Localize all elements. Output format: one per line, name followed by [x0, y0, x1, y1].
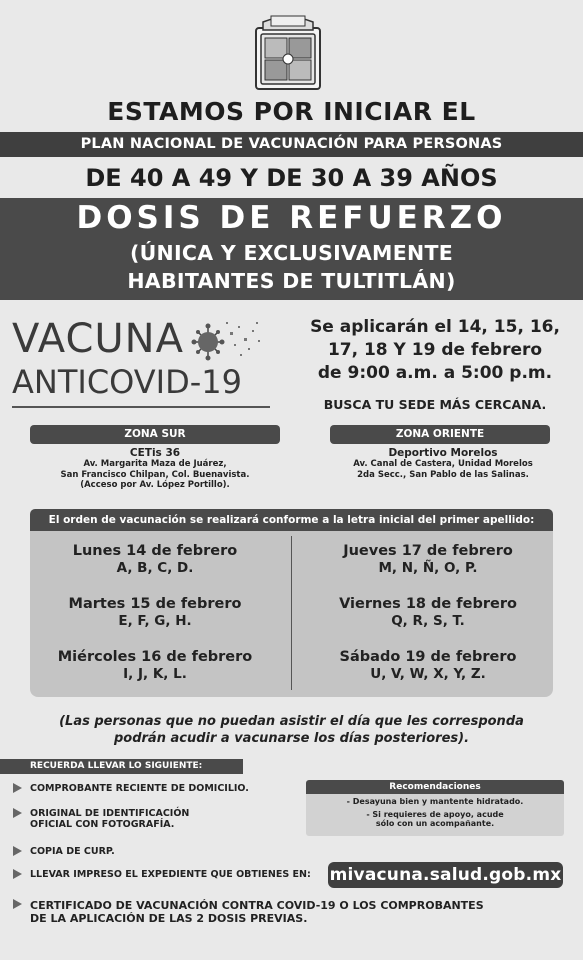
- arrow-bullet-icon: [12, 845, 23, 857]
- day-letters: A, B, C, D.: [116, 560, 194, 576]
- schedule-day: [303, 543, 553, 576]
- schedule-day: [30, 543, 280, 576]
- application-dates: [295, 316, 575, 385]
- plan-banner-text: PLAN NACIONAL DE VACUNACIÓN PARA PERSONAS: [80, 136, 503, 152]
- headline-intro: ESTAMOS POR INICIAR EL: [107, 97, 476, 126]
- oriente-address-line1: Av. Canal de Castera, Unidad Morelos: [353, 459, 533, 469]
- vacuna-title: VACUNA: [12, 316, 184, 362]
- zona-oriente-label: ZONA ORIENTE: [330, 425, 550, 444]
- booster-banner: [0, 198, 583, 300]
- recommendations-header: Recomendaciones: [306, 780, 564, 794]
- day-letters: M, N, Ñ, O, P.: [378, 560, 478, 576]
- booster-title: DOSIS DE REFUERZO: [76, 200, 507, 236]
- zona-oriente-site: [318, 447, 568, 480]
- zona-sur-label: ZONA SUR: [30, 425, 280, 444]
- dates-line2: 17, 18 Y 19 de febrero: [327, 340, 543, 360]
- requirement-line1: CERTIFICADO DE VACUNACIÓN CONTRA COVID-19 O LOS COMPROBANTES: [30, 899, 484, 912]
- zona-sur-site: [30, 447, 280, 491]
- dates-line3: de 9:00 a.m. a 5:00 p.m.: [317, 363, 553, 383]
- schedule-day: [30, 596, 280, 629]
- title-underline: [12, 406, 270, 408]
- schedule-day: [303, 596, 553, 629]
- day-letters: U, V, W, X, Y, Z.: [370, 666, 486, 682]
- requirement-text: LLEVAR IMPRESO EL EXPEDIENTE QUE OBTIENES EN:: [30, 869, 311, 880]
- arrow-bullet-icon: [12, 807, 23, 819]
- requirement-line1: ORIGINAL DE IDENTIFICACIÓN: [30, 808, 190, 819]
- oriente-site-name: Deportivo Morelos: [388, 447, 498, 459]
- day-name: Viernes 18 de febrero: [339, 596, 517, 612]
- order-title-bar: El orden de vacunación se realizará conforme a la letra inicial del primer apellido:: [30, 509, 553, 531]
- recommendation-2a: - Si requieres de apoyo, acude: [366, 810, 504, 819]
- requirement-line2: OFICIAL CON FOTOGRAFÍA.: [30, 819, 175, 830]
- vaccine-url-link[interactable]: mivacuna.salud.gob.mx: [328, 862, 563, 888]
- day-name: Lunes 14 de febrero: [72, 543, 238, 559]
- municipal-crest-icon: [255, 14, 321, 90]
- booster-subtitle-line1: (ÚNICA Y EXCLUSIVAMENTE: [129, 241, 454, 265]
- arrow-bullet-icon: [12, 898, 23, 910]
- arrow-bullet-icon: [12, 782, 23, 794]
- requirement-text: COMPROBANTE RECIENTE DE DOMICILIO.: [30, 783, 249, 794]
- arrow-bullet-icon: [12, 868, 23, 880]
- anticovid-title: ANTICOVID-19: [12, 363, 243, 401]
- bring-items-header: RECUERDA LLEVAR LO SIGUIENTE:: [0, 759, 243, 774]
- coronavirus-icon: [186, 312, 266, 372]
- sur-address-line1: Av. Margarita Maza de Juárez,: [83, 459, 227, 469]
- sur-address-line2: San Francisco Chilpan, Col. Buenavista.: [60, 469, 250, 480]
- recommendation-2b: sólo con un acompañante.: [375, 819, 495, 828]
- schedule-divider: [291, 536, 292, 690]
- sur-site-name: CETis 36: [129, 447, 181, 459]
- day-name: Miércoles 16 de febrero: [57, 649, 253, 665]
- note-line1: (Las personas que no puedan asistir el día que les corresponda: [59, 714, 524, 729]
- late-attendance-note: [20, 713, 563, 747]
- dates-line1: Se aplicarán el 14, 15, 16,: [310, 317, 560, 337]
- note-line2: podrán acudir a vacunarse los días posteriores).: [113, 731, 470, 746]
- requirement-text: [30, 899, 484, 925]
- requirement-line2: DE LA APLICACIÓN DE LAS 2 DOSIS PREVIAS.: [30, 912, 308, 925]
- booster-subtitle-line2: HABITANTES DE TULTITLÁN): [127, 269, 456, 293]
- schedule-day: [303, 649, 553, 682]
- find-site-text: BUSCA TU SEDE MÁS CERCANA.: [323, 397, 547, 412]
- recommendation-1: - Desayuna bien y mantente hidratado.: [346, 797, 524, 806]
- day-letters: Q, R, S, T.: [391, 613, 465, 629]
- day-letters: I, J, K, L.: [123, 666, 187, 682]
- booster-subtitle: [0, 239, 583, 295]
- day-letters: E, F, G, H.: [118, 613, 192, 629]
- sur-address-line3: (Acceso por Av. López Portillo).: [80, 480, 230, 490]
- schedule-day: [30, 649, 280, 682]
- oriente-address-line2: 2da Secc., San Pablo de las Salinas.: [357, 469, 529, 480]
- requirement-text: COPIA DE CURP.: [30, 846, 115, 857]
- day-name: Sábado 19 de febrero: [339, 649, 517, 665]
- day-name: Martes 15 de febrero: [68, 596, 242, 612]
- day-name: Jueves 17 de febrero: [343, 543, 513, 559]
- plan-banner: [0, 132, 583, 157]
- requirement-text: [30, 808, 189, 830]
- age-range-headline: DE 40 A 49 Y DE 30 A 39 AÑOS: [85, 164, 498, 192]
- recommendations-box: [306, 794, 564, 836]
